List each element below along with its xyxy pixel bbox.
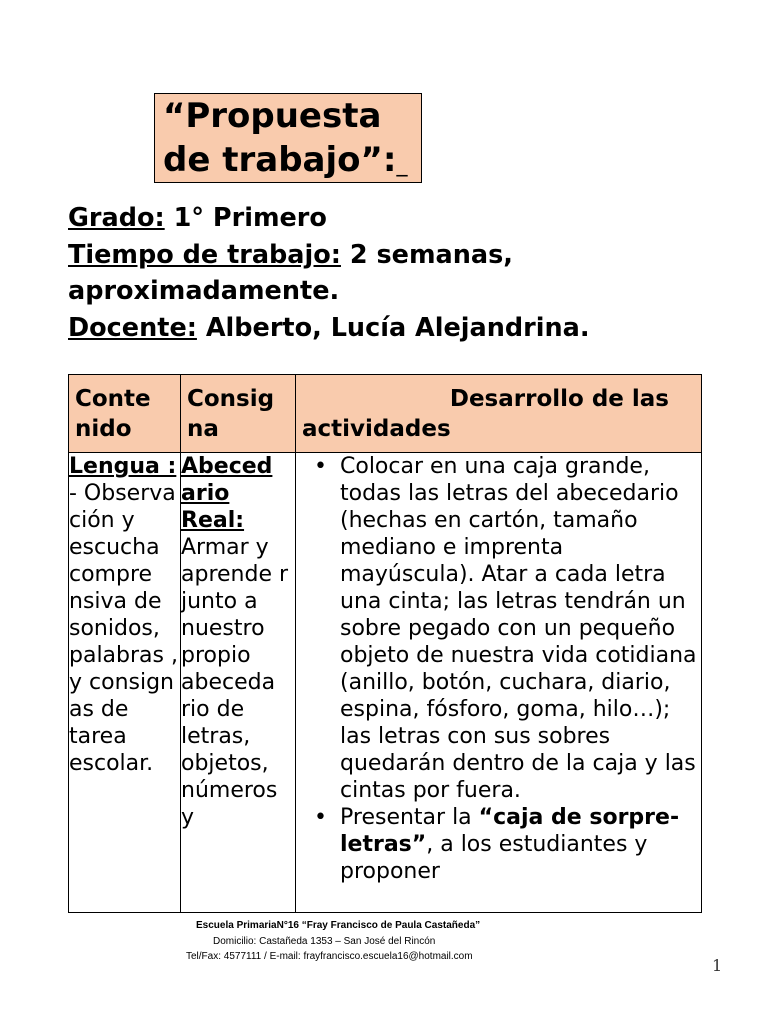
footer-school: Escuela PrimariaN°16 “Fray Francisco de Paula Castañeda”: [196, 920, 481, 931]
item2-post: , a los estudiantes y proponer: [340, 832, 648, 884]
grado-label: Grado:: [68, 203, 165, 233]
list-item: [340, 804, 701, 885]
table-header-row: [69, 375, 702, 453]
info-block: [68, 200, 708, 346]
consigna-title: Abeced ario Real:: [181, 454, 273, 533]
header-contenido: Conte nido: [69, 375, 181, 453]
title-line-1: “Propuesta: [163, 96, 382, 136]
page-number: 1: [712, 956, 723, 975]
tiempo-value-2: aproximadamente.: [68, 276, 340, 306]
list-item: • Colocar en una caja grande, todas las letras del abecedario (hechas en cartón, tamaño mediano e imprenta mayúscula). Atar a cada letra una cinta; las letras tendrán un sobre pegado con un pequeño objeto de nuestra vida cotidiana (anillo, botón, cuchara, diario, espina, fósforo, goma, hilo…); las letras con sus sobres quedarán dentro de la caja y las cintas por fuera.: [340, 453, 701, 804]
grado-value: 1° Primero: [164, 203, 327, 233]
item2-bold: “caja de sorpre-letras”: [340, 805, 680, 857]
docente-label: Docente:: [68, 312, 197, 343]
header-desarrollo-line-2: actividades: [302, 415, 451, 442]
item2-pre: Presentar la: [340, 805, 479, 830]
contenido-title: Lengua :: [69, 454, 177, 479]
title-box: [154, 93, 422, 183]
header-desarrollo-line-1: Desarrollo de las: [449, 385, 669, 412]
activities-list: [296, 453, 701, 885]
title-line-2: de trabajo”:: [163, 140, 397, 180]
consigna-text: Armar y aprende r junto a nuestro propio abeceda rio de letras, objetos, números y: [181, 535, 289, 830]
footer-contact: Tel/Fax: 4577111 / E-mail: frayfrancisco.escuela16@hotmail.com: [186, 951, 473, 962]
table-row: [69, 453, 702, 913]
title-trailing: _: [396, 152, 408, 177]
header-consigna: Consig na: [181, 375, 296, 453]
docente-value: Alberto, Lucía Alejandrina.: [196, 312, 590, 343]
tiempo-label: Tiempo de trabajo:: [68, 239, 341, 270]
contenido-cell: [69, 453, 181, 913]
actividades-cell: [296, 453, 702, 913]
consigna-cell: [181, 453, 296, 913]
header-desarrollo: [296, 375, 702, 453]
activities-table: [68, 374, 702, 913]
footer-address: Domicilio: Castañeda 1353 – San José del Rincón: [213, 936, 436, 947]
tiempo-value: 2 semanas,: [340, 239, 513, 270]
contenido-text: - Observa ción y escucha compre nsiva de sonidos, palabras , y consign as de tarea escolar.: [69, 481, 178, 776]
